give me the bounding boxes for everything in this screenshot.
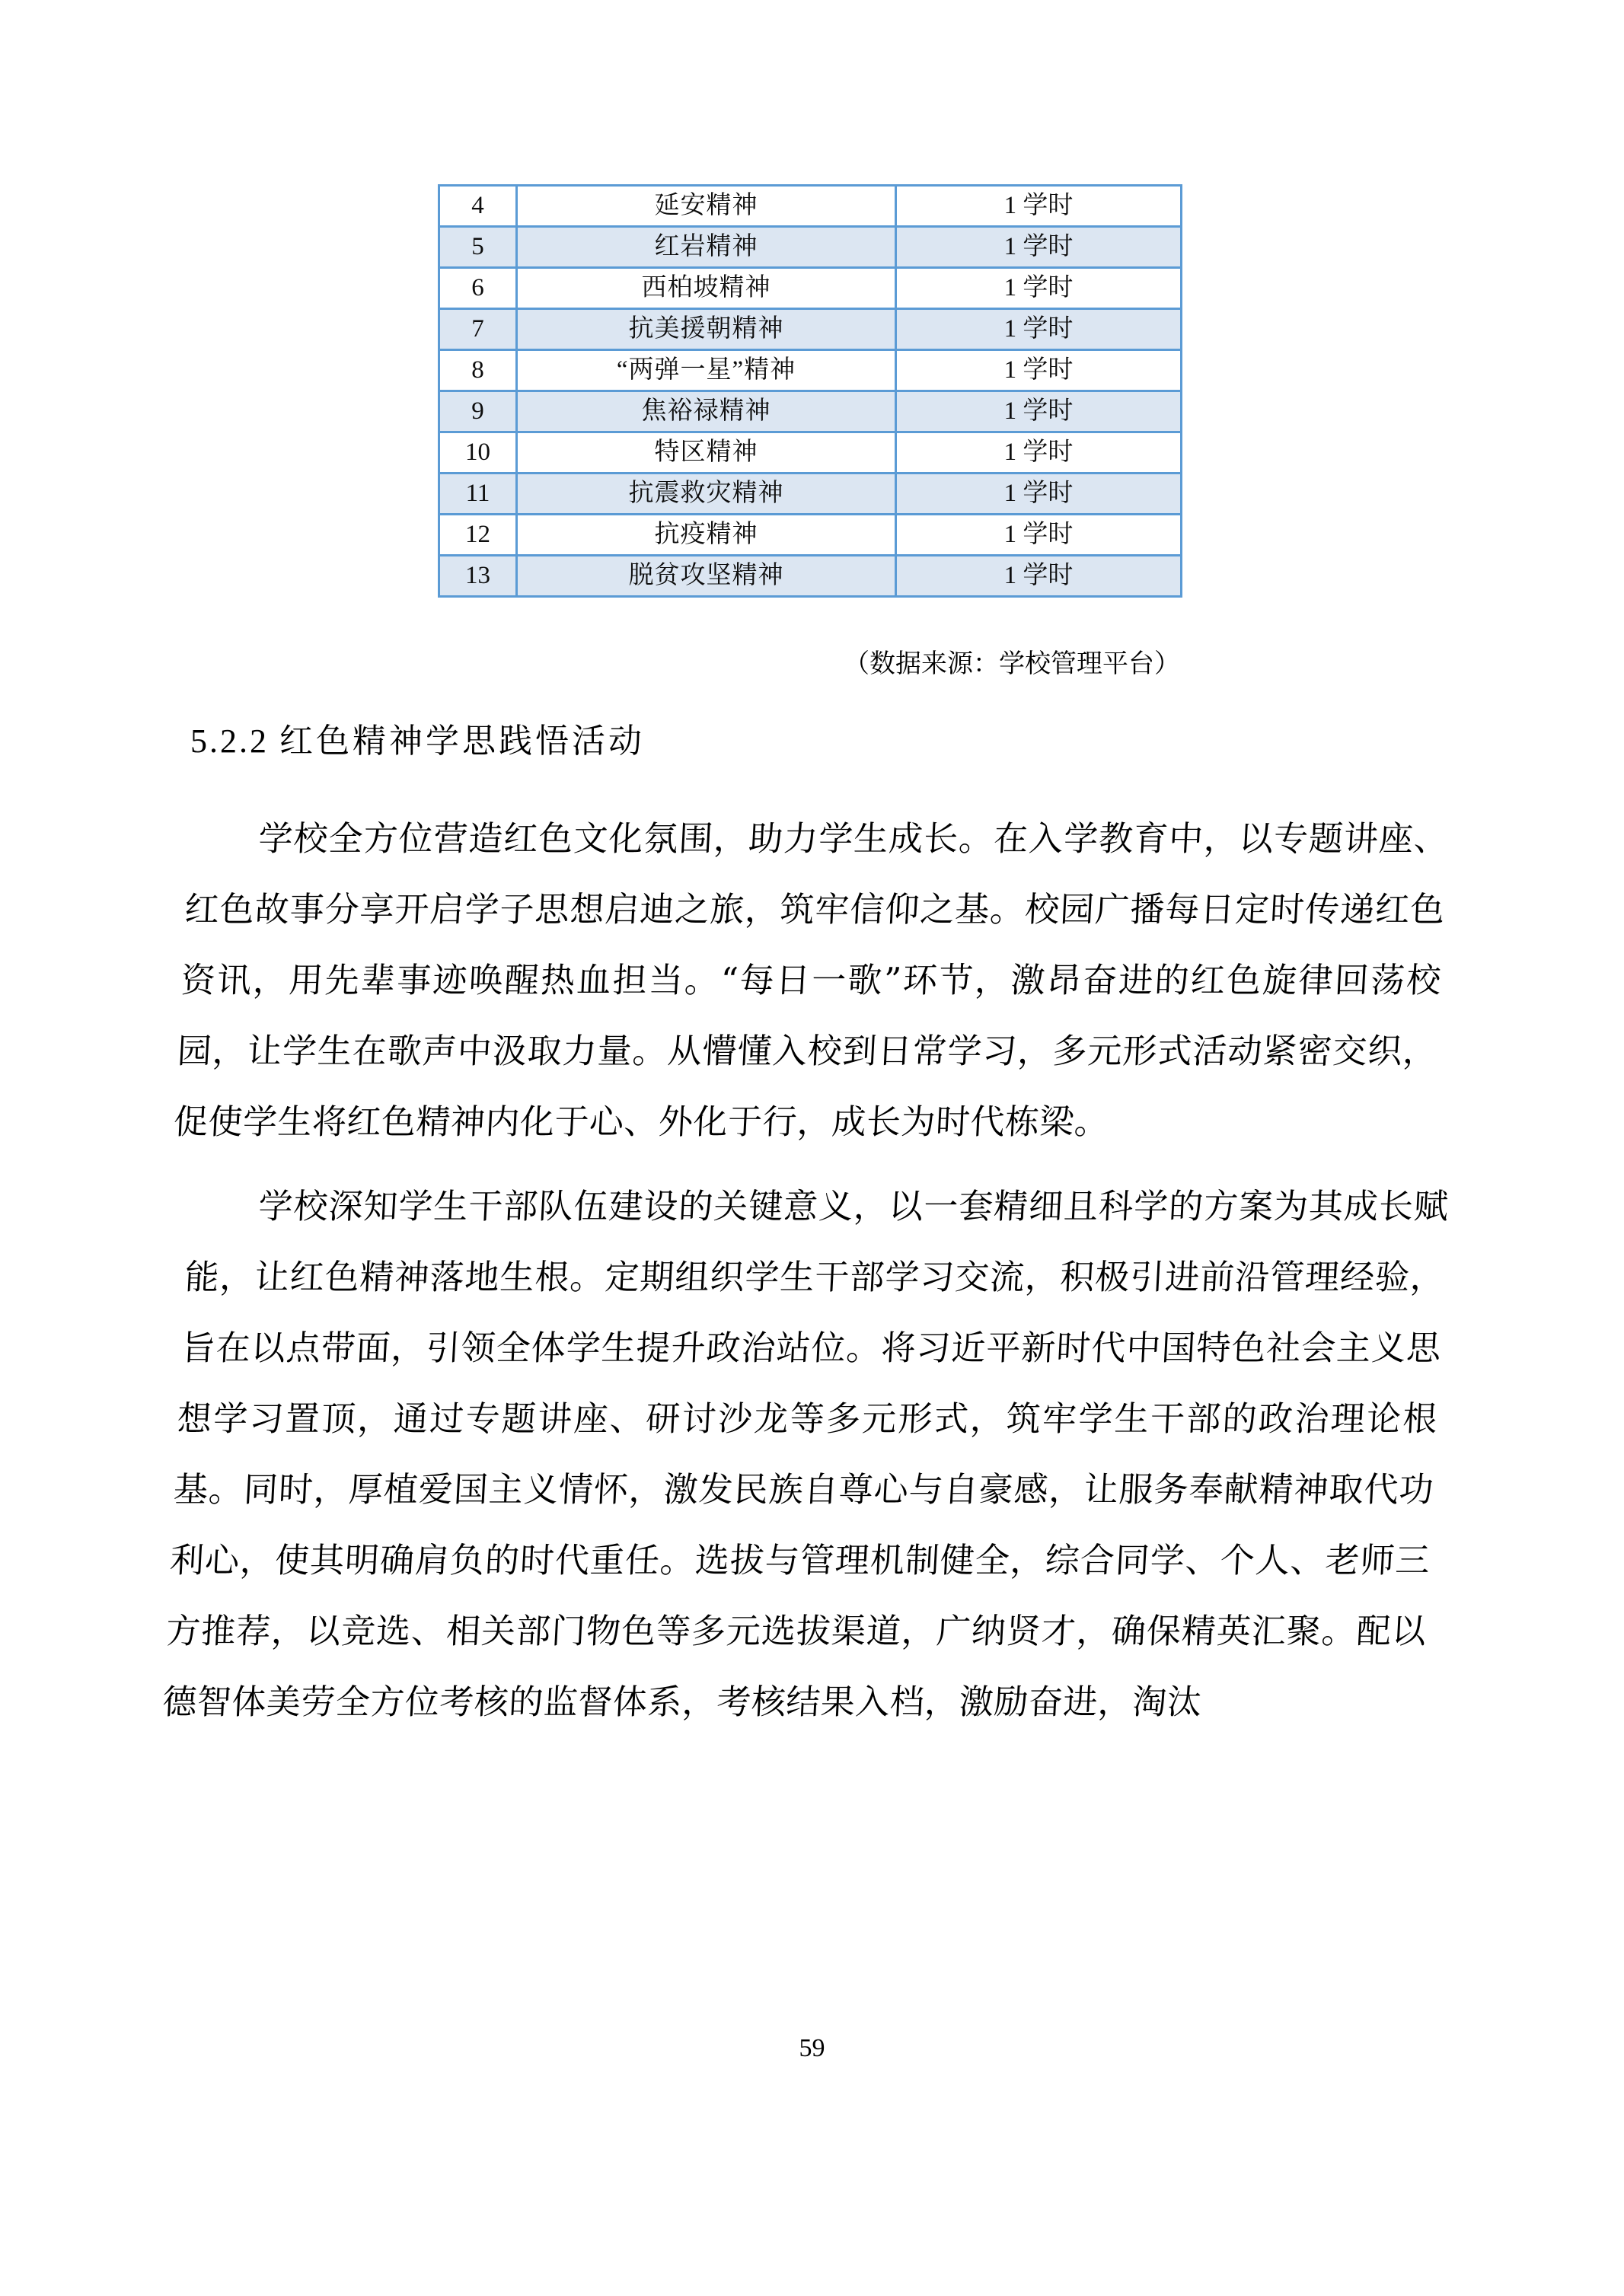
table-cell-name: 抗疫精神	[517, 515, 896, 556]
table-row	[439, 309, 1182, 350]
table-cell-index: 4	[439, 186, 517, 227]
table-cell-index: 7	[439, 309, 517, 350]
table-cell-hours: 1 学时	[896, 474, 1182, 515]
page-number: 59	[799, 2034, 825, 2062]
table-cell-hours: 1 学时	[896, 391, 1182, 432]
table-row	[439, 515, 1182, 556]
table-cell-hours: 1 学时	[896, 186, 1182, 227]
section-heading-text: 红色精神学思践悟活动	[279, 722, 645, 761]
table-body	[439, 186, 1182, 597]
table-cell-index: 10	[439, 432, 517, 474]
table-row	[439, 186, 1182, 227]
section-heading	[190, 719, 1447, 764]
course-table-container	[438, 184, 1180, 598]
table-cell-index: 6	[439, 268, 517, 309]
table-cell-index: 11	[439, 474, 517, 515]
table-row	[439, 227, 1182, 268]
paragraph-2: 学校深知学生干部队伍建设的关键意义，以一套精细且科学的方案为其成长赋能，让红色精神落地生根。定期组织学生干部学习交流，积极引进前沿管理经验，旨在以点带面，引领全体学生提升政治站位。将习近平新时代中国特色社会主义思想学习置顶，通过专题讲座、研讨沙龙等多元形式，筑牢学生干部的政治理论根基。同时，厚植爱国主义情怀，激发民族自尊心与自豪感，让服务奉献精神取代功利心，使其明确肩负的时代重任。选拔与管理机制健全，综合同学、个人、老师三方推荐，以竞选、相关部门物色等多元选拔渠道，广纳贤才，确保精英汇聚。配以德智体美劳全方位考核的监督体系，考核结果入档，激励奋进，淘汰	[161, 1186, 1450, 1722]
table-cell-name: 红岩精神	[517, 227, 896, 268]
table-cell-hours: 1 学时	[896, 350, 1182, 391]
table-cell-index: 9	[439, 391, 517, 432]
table-cell-name: 抗美援朝精神	[517, 309, 896, 350]
table-cell-index: 13	[439, 556, 517, 597]
table-row	[439, 432, 1182, 474]
table-cell-name: “两弹一星”精神	[517, 350, 896, 391]
table-cell-name: 抗震救灾精神	[517, 474, 896, 515]
table-cell-index: 12	[439, 515, 517, 556]
table-cell-index: 5	[439, 227, 517, 268]
table-source-note: （数据来源：学校管理平台）	[844, 649, 1180, 679]
table-cell-hours: 1 学时	[896, 432, 1182, 474]
red-spirit-course-table	[438, 184, 1182, 598]
table-cell-hours: 1 学时	[896, 556, 1182, 597]
table-cell-name: 脱贫攻坚精神	[517, 556, 896, 597]
table-cell-hours: 1 学时	[896, 268, 1182, 309]
table-cell-name: 西柏坡精神	[517, 268, 896, 309]
table-cell-index: 8	[439, 350, 517, 391]
table-cell-hours: 1 学时	[896, 515, 1182, 556]
body-text-area	[161, 803, 1450, 1740]
table-row	[439, 391, 1182, 432]
section-heading-number: 5.2.2	[190, 722, 269, 760]
paragraph-1: 学校全方位营造红色文化氛围，助力学生成长。在入学教育中，以专题讲座、红色故事分享开启学子思想启迪之旅，筑牢信仰之基。校园广播每日定时传递红色资讯，用先辈事迹唤醒热血担当。“每日一歌”环节，激昂奋进的红色旋律回荡校园，让学生在歌声中汲取力量。从懵懂入校到日常学习，多元形式活动紧密交织，促使学生将红色精神内化于心、外化于行，成长为时代栋梁。	[172, 818, 1450, 1142]
table-cell-name: 特区精神	[517, 432, 896, 474]
table-cell-hours: 1 学时	[896, 227, 1182, 268]
table-row	[439, 474, 1182, 515]
table-row	[439, 268, 1182, 309]
table-row	[439, 556, 1182, 597]
table-row	[439, 350, 1182, 391]
table-cell-name: 焦裕禄精神	[517, 391, 896, 432]
table-cell-hours: 1 学时	[896, 309, 1182, 350]
table-cell-name: 延安精神	[517, 186, 896, 227]
